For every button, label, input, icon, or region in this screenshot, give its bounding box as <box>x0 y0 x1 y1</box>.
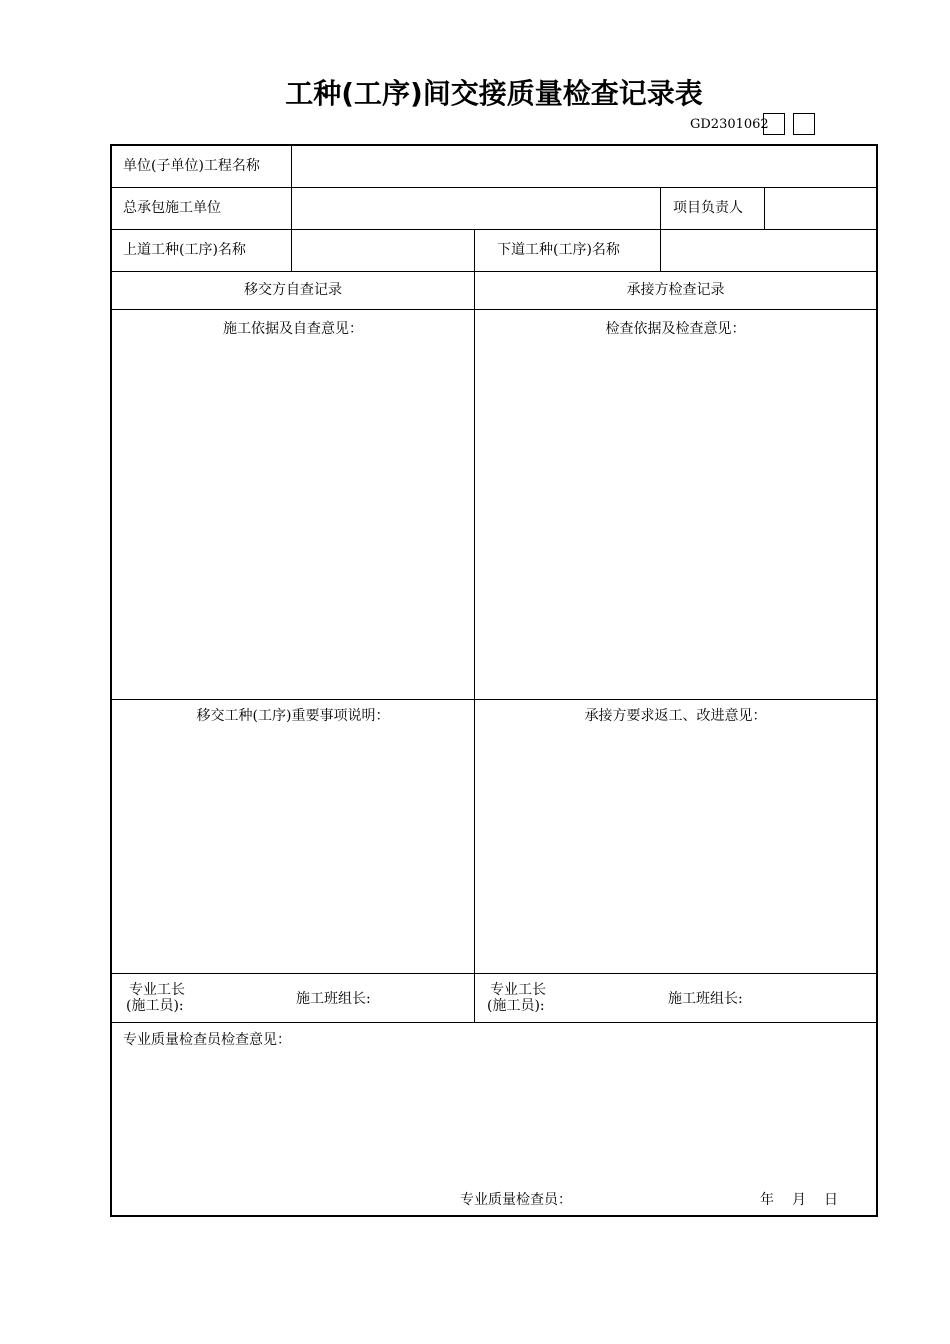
construction-basis-area[interactable] <box>114 341 472 697</box>
foreman-label-left-line2: (施工员): <box>126 998 184 1014</box>
code-box-2[interactable] <box>793 113 815 135</box>
team-leader-label-right: 施工班组长: <box>668 991 743 1007</box>
handover-notes-area[interactable] <box>114 728 472 971</box>
general-contractor-field[interactable] <box>293 189 659 228</box>
unit-project-name-field[interactable] <box>293 147 875 186</box>
general-contractor-label: 总承包施工单位 <box>123 200 221 216</box>
form-code: GD2301062 <box>690 117 769 132</box>
receiver-check-header: 承接方检查记录 <box>626 282 725 298</box>
unit-project-name-label: 单位(子单位)工程名称 <box>123 158 260 174</box>
foreman-label-right-line2: (施工员): <box>487 998 545 1014</box>
date-month-label: 月 <box>792 1192 806 1208</box>
project-manager-field[interactable] <box>766 189 875 228</box>
inspection-basis-area[interactable] <box>477 341 874 697</box>
project-manager-label: 项目负责人 <box>673 200 743 216</box>
handover-self-check-header: 移交方自查记录 <box>244 282 342 298</box>
quality-opinion-area[interactable] <box>114 1052 874 1182</box>
quality-opinion-label: 专业质量检查员检查意见： <box>123 1032 291 1048</box>
inspection-basis-label: 检查依据及检查意见： <box>605 321 746 337</box>
handover-notes-label: 移交工种(工序)重要事项说明： <box>196 708 390 724</box>
foreman-label-right-line1: 专业工长 <box>490 982 546 998</box>
receiver-rework-label: 承接方要求返工、改进意见： <box>584 708 767 724</box>
construction-basis-label: 施工依据及自查意见： <box>223 321 363 337</box>
code-box-1[interactable] <box>763 113 785 135</box>
upper-process-field[interactable] <box>293 231 473 270</box>
lower-process-field[interactable] <box>662 231 875 270</box>
receiver-rework-area[interactable] <box>477 728 874 971</box>
form-table <box>110 144 878 1217</box>
lower-process-label: 下道工种(工序)名称 <box>497 242 620 258</box>
date-day-label: 日 <box>824 1192 838 1208</box>
quality-inspector-label: 专业质量检查员： <box>460 1192 572 1208</box>
upper-process-label: 上道工种(工序)名称 <box>123 242 246 258</box>
date-year-label: 年 <box>760 1192 774 1208</box>
form-title: 工种(工序)间交接质量检查记录表 <box>285 77 703 110</box>
team-leader-label-left: 施工班组长: <box>296 991 371 1007</box>
foreman-label-left-line1: 专业工长 <box>129 982 185 998</box>
